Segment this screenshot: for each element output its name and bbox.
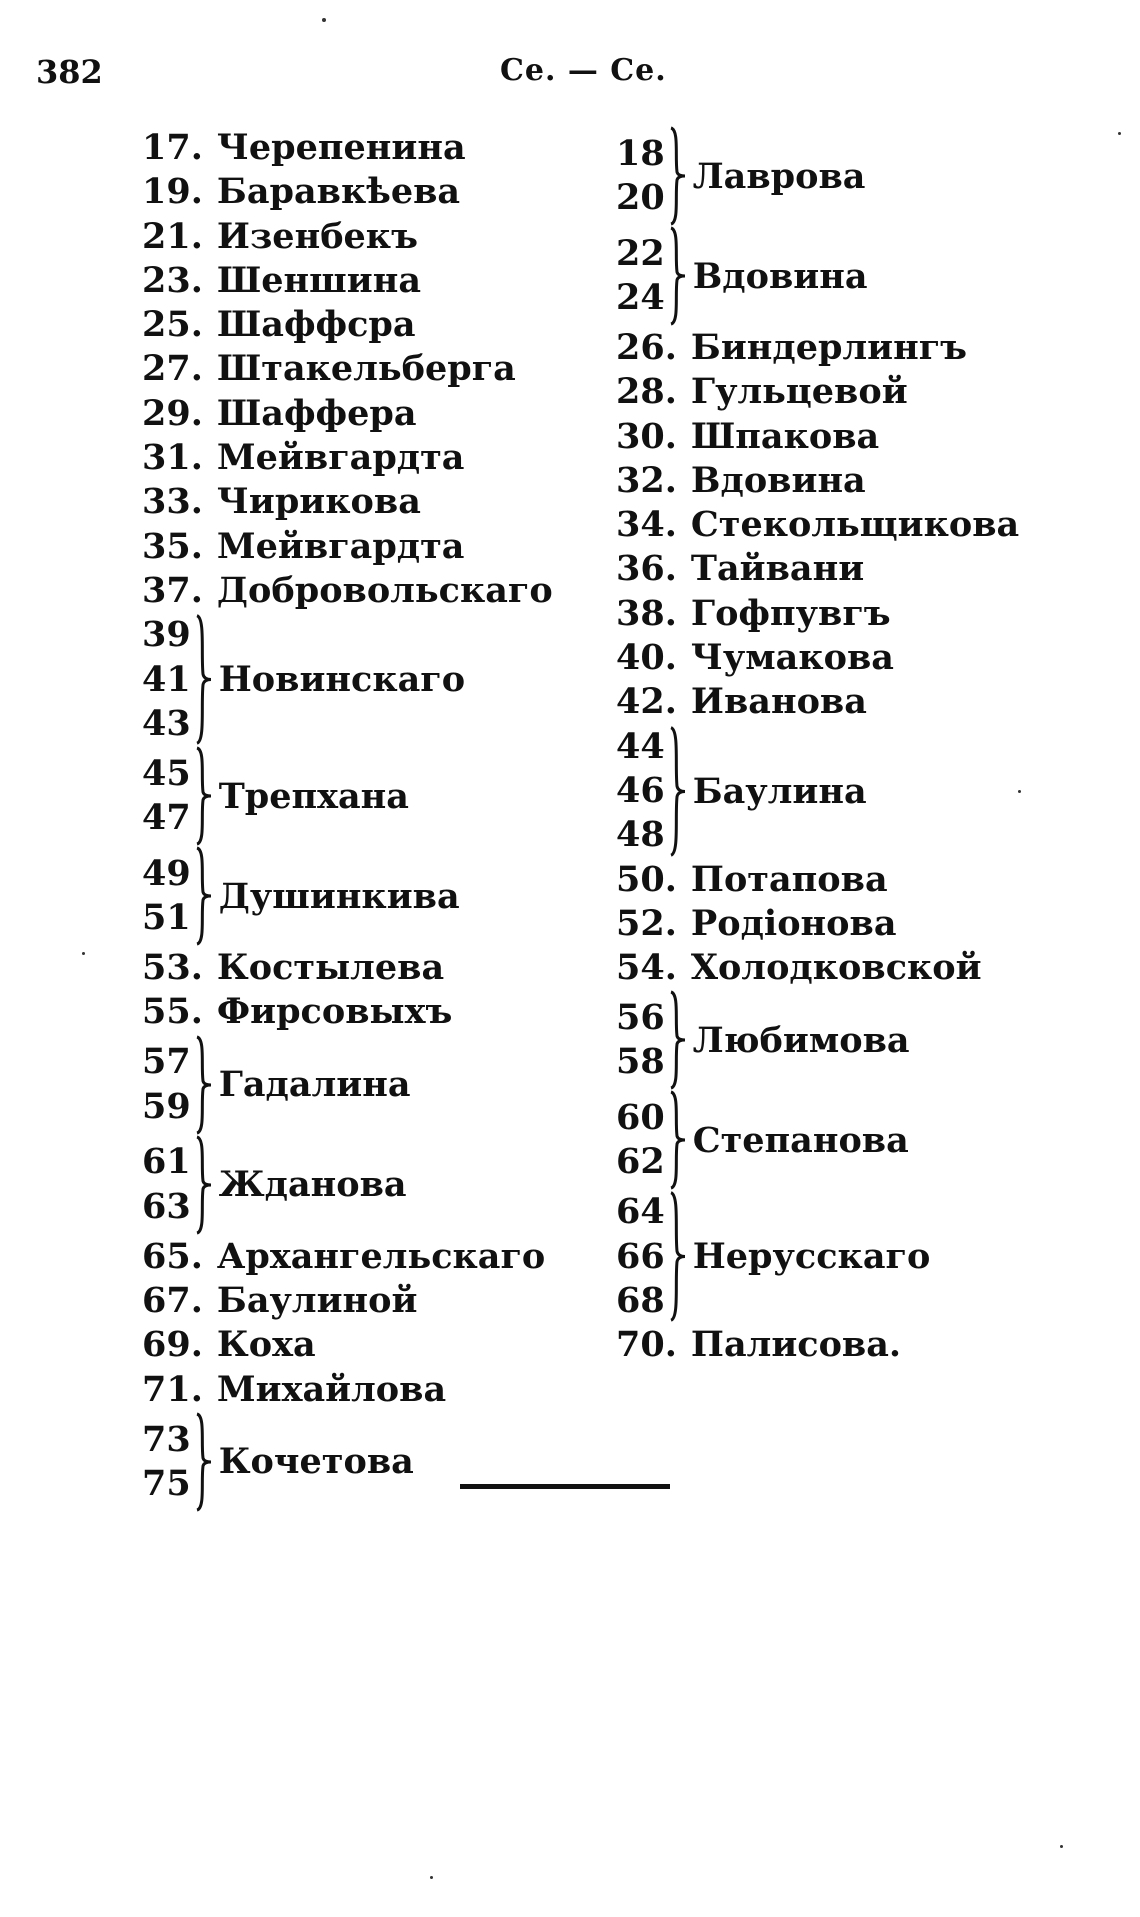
entry-number: 73	[142, 1418, 191, 1460]
curly-brace-icon	[193, 746, 213, 846]
entry-numbers	[616, 1096, 665, 1185]
list-entry	[616, 370, 1036, 414]
end-rule	[460, 1484, 670, 1489]
entry-number: 29.	[142, 392, 203, 434]
list-entry	[142, 1368, 542, 1412]
entry-number: 46	[616, 769, 665, 811]
entry-number: 68	[616, 1280, 665, 1322]
scan-speck	[430, 1876, 433, 1879]
list-entry	[142, 525, 542, 569]
entry-number: 48	[616, 814, 665, 856]
scan-speck	[322, 18, 326, 22]
entry-name: Костылева	[216, 947, 445, 989]
entry-name: Кочетова	[218, 1441, 414, 1483]
list-entry	[616, 680, 1036, 724]
entry-number: 32.	[616, 459, 677, 501]
entry-numbers	[142, 1140, 191, 1229]
bracketed-entry	[142, 1135, 542, 1235]
entry-number: 27.	[142, 348, 203, 390]
entry-number: 42.	[616, 681, 677, 723]
list-entry	[616, 503, 1036, 547]
bracketed-entry	[616, 1090, 1036, 1190]
list-entry	[142, 347, 542, 391]
entry-number: 45	[142, 752, 191, 794]
entry-name: Иванова	[690, 681, 867, 723]
curly-brace-icon	[667, 990, 687, 1090]
entry-number: 31.	[142, 437, 203, 479]
entry-number: 56	[616, 997, 665, 1039]
scan-speck	[1118, 132, 1121, 135]
entry-number: 71.	[142, 1368, 203, 1410]
curly-brace-icon	[193, 1412, 213, 1512]
entry-name: Стекольщикова	[690, 504, 1020, 546]
list-entry	[142, 480, 542, 524]
entry-name: Шаффсра	[216, 304, 416, 346]
page-number: 382	[36, 53, 103, 91]
list-entry	[616, 547, 1036, 591]
scan-speck	[1018, 790, 1021, 793]
curly-brace-icon	[667, 126, 687, 226]
entry-number: 36.	[616, 548, 677, 590]
entry-number: 52.	[616, 902, 677, 944]
entry-name: Вдовина	[692, 255, 868, 297]
list-entry	[142, 259, 542, 303]
list-entry	[142, 126, 542, 170]
scan-speck	[82, 952, 85, 955]
list-entry	[142, 436, 542, 480]
bracketed-entry	[616, 990, 1036, 1090]
list-entry	[142, 303, 542, 347]
curly-brace-icon	[193, 613, 213, 746]
bracketed-entry	[616, 725, 1036, 858]
list-entry	[616, 946, 1036, 990]
entry-number: 57	[142, 1041, 191, 1083]
entry-name: Архангельскаго	[216, 1235, 546, 1277]
entry-number: 53.	[142, 947, 203, 989]
right-column	[616, 126, 1036, 1368]
curly-brace-icon	[667, 1090, 687, 1190]
entry-name: Баулиной	[216, 1280, 418, 1322]
entry-name: Вдовина	[690, 459, 866, 501]
entry-name: Палисова.	[690, 1324, 902, 1366]
list-entry	[142, 392, 542, 436]
entry-numbers	[616, 1190, 665, 1323]
entry-number: 69.	[142, 1324, 203, 1366]
entry-number: 62	[616, 1141, 665, 1183]
entry-name: Чирикова	[216, 481, 421, 523]
list-entry	[142, 1279, 542, 1323]
entry-number: 66	[616, 1235, 665, 1277]
curly-brace-icon	[193, 1035, 213, 1135]
entry-numbers	[142, 1040, 191, 1129]
entry-name: Трепхана	[218, 775, 409, 817]
entry-name: Баулина	[692, 770, 867, 812]
entry-name: Коха	[216, 1324, 316, 1366]
entry-number: 40.	[616, 637, 677, 679]
entry-name: Степанова	[692, 1119, 909, 1161]
entry-name: Жданова	[218, 1164, 407, 1206]
entry-number: 20	[616, 177, 665, 218]
entry-number: 26.	[616, 327, 677, 368]
entry-number: 18	[616, 132, 665, 174]
entry-number: 43	[142, 702, 191, 744]
entry-number: 34.	[616, 504, 677, 546]
list-entry	[616, 1323, 1036, 1367]
entry-numbers	[616, 132, 665, 221]
entry-name: Душинкива	[218, 875, 460, 917]
entry-name: Добровольскаго	[216, 569, 553, 611]
bracketed-entry	[616, 226, 1036, 326]
list-entry	[616, 592, 1036, 636]
entry-number: 38.	[616, 592, 677, 634]
entry-name: Родіонова	[690, 902, 897, 944]
entry-number: 39	[142, 614, 191, 656]
entry-number: 21.	[142, 215, 203, 257]
entry-number: 35.	[142, 525, 203, 567]
entry-numbers	[616, 725, 665, 858]
entry-name: Баравкѣева	[216, 171, 461, 213]
entry-name: Холодковской	[690, 947, 982, 989]
entry-name: Михайлова	[216, 1368, 447, 1410]
list-entry	[616, 636, 1036, 680]
entry-name: Шаффера	[216, 392, 417, 434]
entry-name: Потапова	[690, 858, 888, 900]
list-entry	[616, 326, 1036, 370]
entry-numbers	[142, 752, 191, 841]
bracketed-entry	[616, 126, 1036, 226]
entry-name: Новинскаго	[218, 659, 466, 701]
curly-brace-icon	[667, 725, 687, 858]
entry-name: Гофпувгъ	[690, 592, 891, 634]
entry-number: 44	[616, 725, 665, 767]
entry-number: 70.	[616, 1324, 677, 1366]
bracketed-entry	[142, 1035, 542, 1135]
bracketed-entry	[142, 1412, 542, 1512]
entry-number: 41	[142, 658, 191, 700]
list-entry	[616, 858, 1036, 902]
entry-name: Гадалина	[218, 1064, 411, 1106]
entry-number: 28.	[616, 371, 677, 413]
entry-number: 19.	[142, 171, 203, 213]
entry-name: Лаврова	[692, 155, 866, 197]
list-entry	[142, 215, 542, 259]
entry-number: 37.	[142, 569, 203, 611]
list-entry	[616, 902, 1036, 946]
entry-name: Нерусскаго	[692, 1236, 931, 1278]
entry-number: 75	[142, 1462, 191, 1504]
entry-name: Шпакова	[690, 415, 880, 457]
left-column	[142, 126, 553, 1512]
entry-name: Штакельберга	[216, 348, 516, 390]
entry-numbers	[142, 852, 191, 941]
list-entry	[142, 1323, 542, 1367]
entry-number: 65.	[142, 1235, 203, 1277]
entry-number: 60	[616, 1097, 665, 1139]
entry-number: 49	[142, 852, 191, 894]
entry-numbers	[142, 613, 191, 746]
entry-name: Изенбекъ	[216, 215, 418, 257]
entry-number: 22	[616, 232, 665, 274]
entry-name: Мейвгардта	[216, 525, 465, 567]
list-entry	[616, 459, 1036, 503]
entry-number: 51	[142, 897, 191, 939]
entry-name: Черепенина	[216, 127, 466, 168]
list-entry	[142, 170, 542, 214]
entry-name: Шеншина	[216, 259, 422, 301]
entry-numbers	[142, 1418, 191, 1507]
entry-number: 23.	[142, 259, 203, 301]
entry-number: 64	[616, 1191, 665, 1233]
entry-name: Тайвани	[690, 548, 865, 590]
curly-brace-icon	[193, 846, 213, 946]
entry-name: Любимова	[692, 1019, 910, 1061]
entry-number: 55.	[142, 991, 203, 1033]
entry-number: 50.	[616, 858, 677, 900]
curly-brace-icon	[667, 226, 687, 326]
scan-speck	[1060, 1845, 1063, 1848]
entry-number: 54.	[616, 947, 677, 989]
bracketed-entry	[142, 846, 542, 946]
entry-numbers	[616, 232, 665, 321]
entry-number: 33.	[142, 481, 203, 523]
list-entry	[142, 1235, 546, 1279]
list-entry	[616, 415, 1036, 459]
entry-number: 63	[142, 1185, 191, 1227]
list-entry	[142, 946, 542, 990]
entry-name: Чумакова	[690, 637, 894, 679]
curly-brace-icon	[667, 1190, 687, 1323]
entry-numbers	[616, 996, 665, 1085]
list-entry	[142, 569, 553, 613]
entry-number: 58	[616, 1041, 665, 1083]
entry-number: 61	[142, 1141, 191, 1183]
entry-name: Гульцевой	[690, 371, 908, 413]
running-title: Се. — Се.	[500, 53, 667, 88]
bracketed-entry	[142, 746, 542, 846]
entry-number: 24	[616, 277, 665, 318]
curly-brace-icon	[193, 1135, 213, 1235]
entry-number: 47	[142, 797, 191, 839]
entry-number: 25.	[142, 304, 203, 346]
entry-number: 59	[142, 1085, 191, 1127]
bracketed-entry	[142, 613, 542, 746]
entry-name: Биндерлингъ	[690, 327, 968, 368]
entry-number: 67.	[142, 1280, 203, 1322]
bracketed-entry	[616, 1190, 1036, 1323]
entry-number: 17.	[142, 127, 203, 168]
entry-number: 30.	[616, 415, 677, 457]
entry-name: Мейвгардта	[216, 437, 465, 479]
list-entry	[142, 990, 542, 1034]
entry-name: Фирсовыхъ	[216, 991, 453, 1033]
